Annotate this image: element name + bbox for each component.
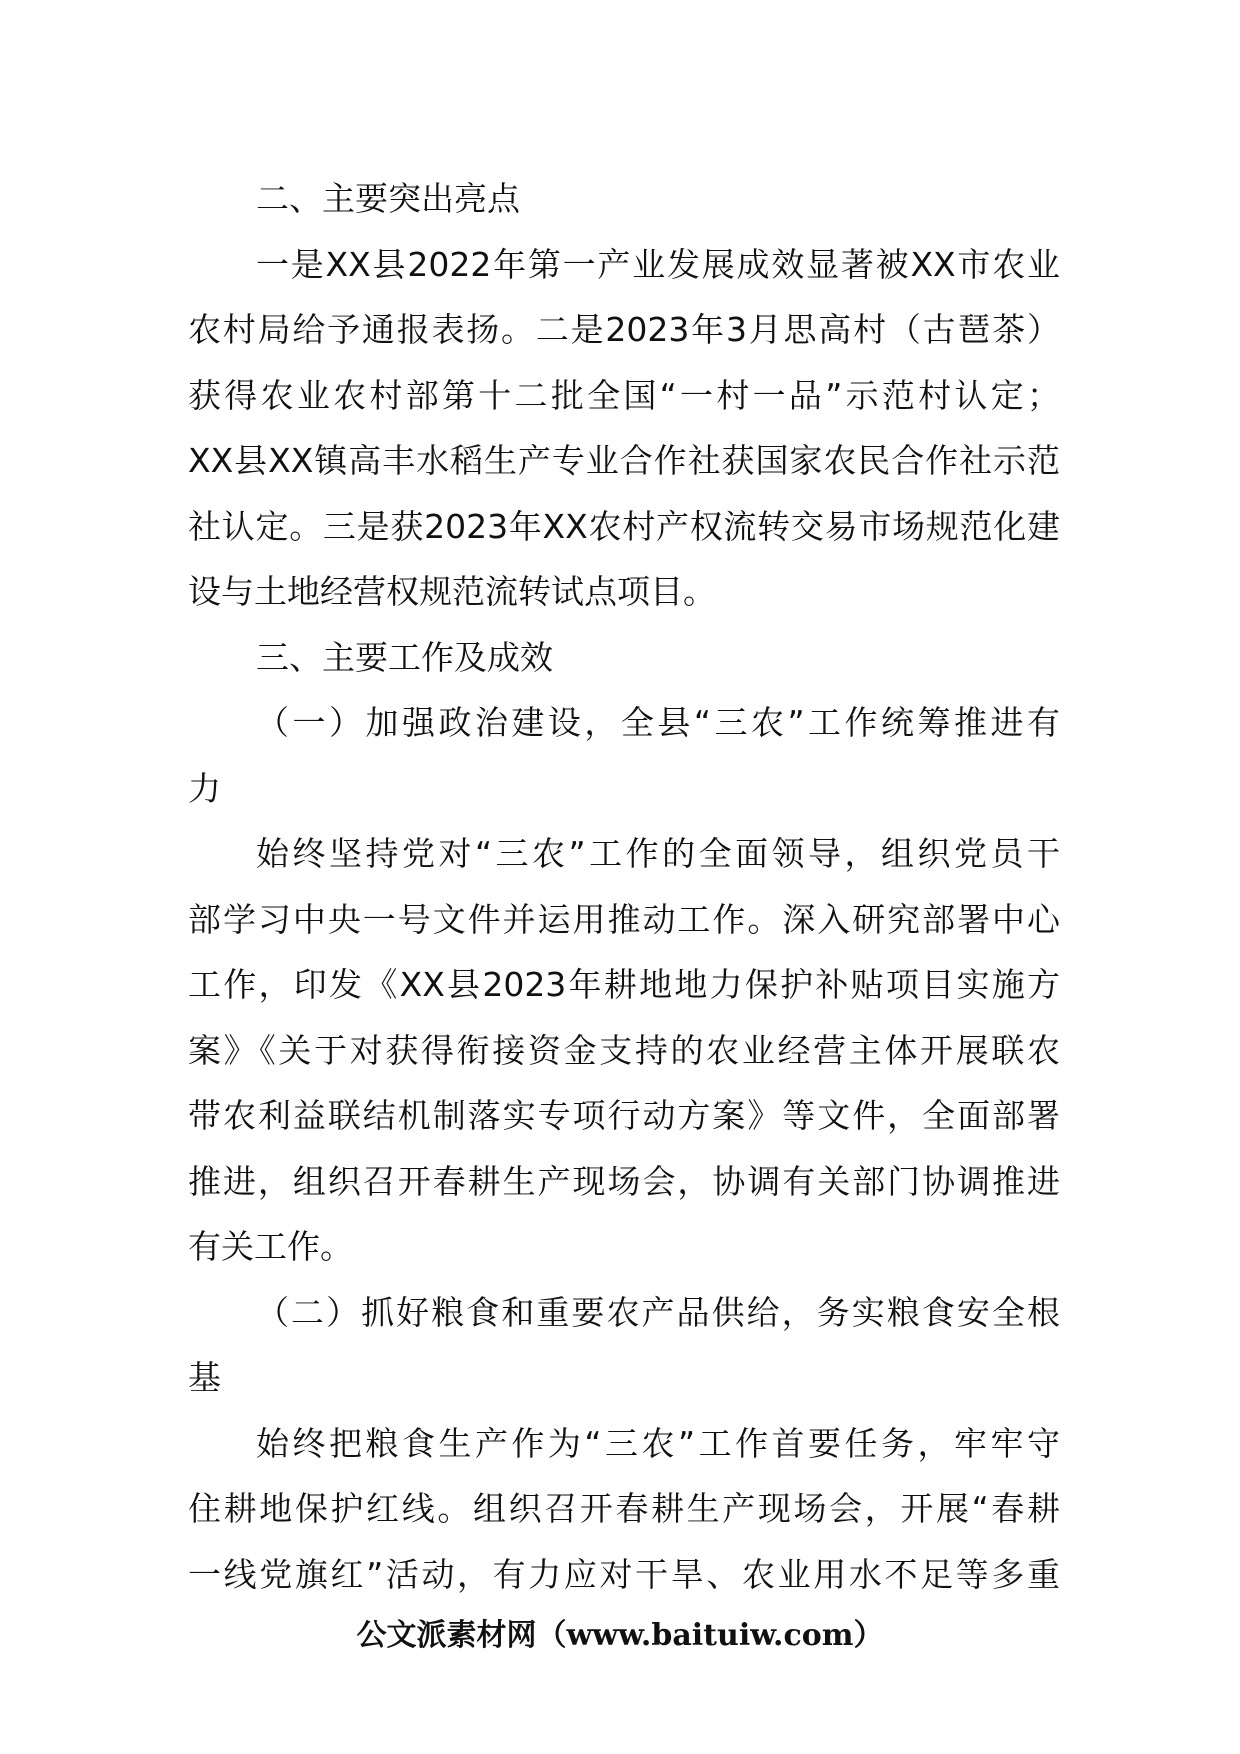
paragraph-line: 工作，印发《XX县2023年耕地地力保护补贴项目实施方 xyxy=(188,965,1060,1004)
paragraph-line: 农村局给予通报表扬。二是2023年3月思高村（古琶茶） xyxy=(188,310,1060,349)
paragraph-line: 设与土地经营权规范流转试点项目。 xyxy=(188,572,716,611)
section-heading-highlights: 二、主要突出亮点 xyxy=(256,179,520,218)
paragraph-line: 案》《关于对获得衔接资金支持的农业经营主体开展联农 xyxy=(188,1030,1060,1070)
paragraph-line: 社认定。三是获2023年XX农村产权流转交易市场规范化建 xyxy=(188,506,1060,546)
paragraph-line: 有关工作。 xyxy=(188,1227,353,1266)
subsection-heading-one-cont: 力 xyxy=(188,768,221,808)
paragraph-line: 住耕地保护红线。组织召开春耕生产现场会，开展“春耕 xyxy=(188,1489,1060,1528)
paragraph-line: 一线党旗红”活动，有力应对干旱、农业用水不足等多重 xyxy=(188,1554,1060,1594)
page-footer: 公文派素材网（www.baituiw.com） xyxy=(356,1618,884,1653)
subsection-heading-two: （二）抓好粮食和重要农产品供给，务实粮食安全根 xyxy=(256,1292,1060,1332)
subsection-heading-two-cont: 基 xyxy=(188,1358,221,1397)
paragraph-line: 部学习中央一号文件并运用推动工作。深入研究部署中心 xyxy=(188,899,1060,939)
section-heading-work: 三、主要工作及成效 xyxy=(256,637,553,677)
paragraph-line: 始终坚持党对“三农”工作的全面领导，组织党员干 xyxy=(256,834,1060,873)
document-body xyxy=(188,166,1060,1607)
paragraph-line: 带农利益联结机制落实专项行动方案》等文件，全面部署 xyxy=(188,1096,1060,1135)
paragraph-line: 获得农业农村部第十二批全国“一村一品”示范村认定； xyxy=(188,375,1060,415)
paragraph-line: 推进，组织召开春耕生产现场会，协调有关部门协调推进 xyxy=(188,1161,1060,1201)
subsection-heading-one: （一）加强政治建设，全县“三农”工作统筹推进有 xyxy=(256,703,1060,742)
paragraph-line: 始终把粮食生产作为“三农”工作首要任务，牢牢守 xyxy=(256,1423,1060,1463)
paragraph-line: 一是XX县2022年第一产业发展成效显著被XX市农业 xyxy=(256,244,1060,284)
paragraph-line: XX县XX镇高丰水稻生产专业合作社获国家农民合作社示范 xyxy=(188,441,1060,480)
